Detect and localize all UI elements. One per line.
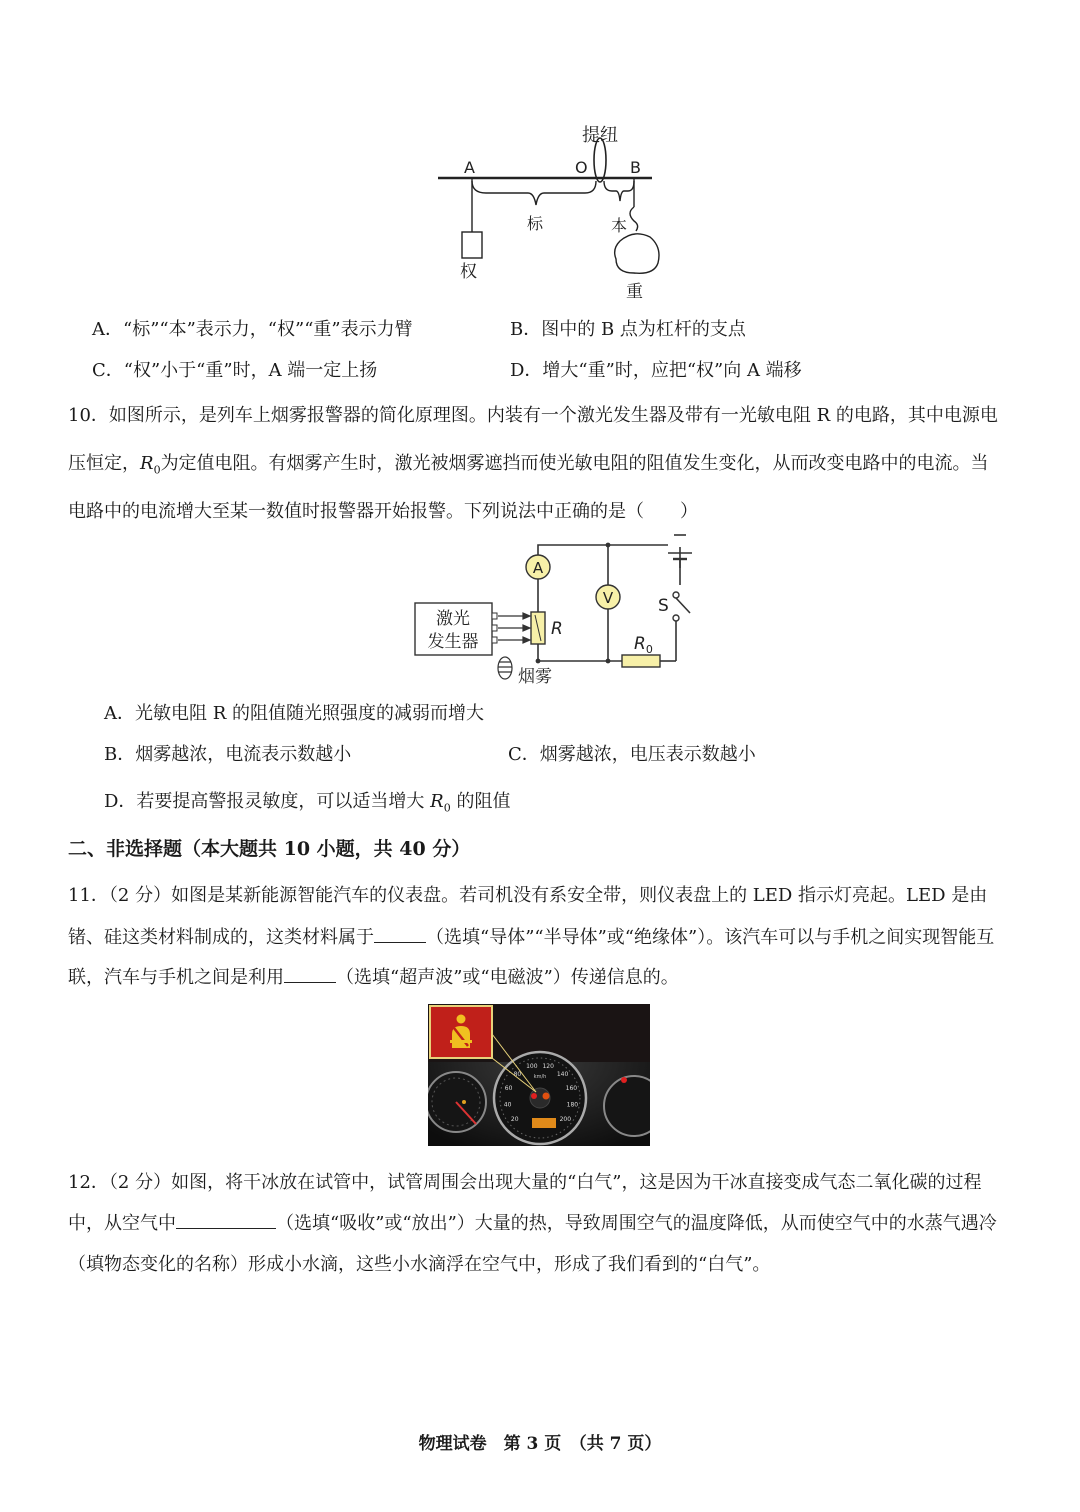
switch-label: S	[658, 596, 669, 616]
speed-tick-60: 60	[504, 1084, 513, 1092]
right-warning-light	[621, 1077, 627, 1083]
q10-line2	[68, 449, 989, 477]
q12-line2	[68, 1209, 997, 1235]
q11-line1: 11．（2 分）如图是某新能源智能汽车的仪表盘。若司机没有系安全带，则仪表盘上的 LED 指示灯亮起。LED 是由	[68, 885, 988, 906]
emitter-2	[492, 625, 497, 631]
q12-line2-a: 中，从空气中	[68, 1213, 176, 1234]
q11-line2	[68, 923, 994, 949]
q9-option-a: A．“标”“本”表示力，“权”“重”表示力臂	[92, 319, 413, 340]
q10-line2-b: 为定值电阻。有烟雾产生时，激光被烟雾遮挡而使光敏电阻的阻值发生变化，从而改变电路中的电流。当	[160, 453, 989, 474]
q9-option-b: B．图中的 B 点为杠杆的支点	[510, 319, 746, 340]
ammeter-label: A	[532, 559, 544, 577]
warning-light-red-1	[531, 1093, 537, 1099]
fixed-resistor-r0	[622, 655, 660, 667]
q11-line3-b: （选填“超声波”或“电磁波”）传递信息的。	[336, 967, 679, 988]
dashboard-photo	[428, 1004, 650, 1146]
label-zhong: 重	[626, 282, 643, 302]
speed-tick-80: 80	[513, 1071, 522, 1078]
q11-line3-a: 联，汽车与手机之间是利用	[68, 967, 284, 988]
brace-ben	[604, 181, 634, 201]
q10-option-d	[104, 791, 510, 820]
q12-line1: 12．（2 分）如图，将干冰放在试管中，试管周围会出现大量的“白气”，这是因为干冰直接变成气态二氧化碳的过程	[68, 1172, 982, 1193]
left-warning-light	[462, 1100, 466, 1104]
warning-light-red-2	[543, 1093, 550, 1100]
speed-tick-180: 180	[566, 1101, 579, 1109]
q11-blank-1[interactable]	[374, 928, 426, 943]
brace-biao	[472, 181, 596, 205]
quan-weight	[462, 232, 482, 258]
label-quan: 权	[460, 262, 477, 282]
speed-tick-160: 160	[565, 1084, 578, 1092]
label-biao: 标	[527, 214, 544, 233]
q12-blank-1[interactable]	[176, 1214, 276, 1229]
label-a: A	[464, 158, 475, 177]
q10-option-d-b: 的阻值	[450, 791, 511, 812]
q11-line3	[68, 963, 679, 989]
odometer-display	[532, 1118, 556, 1128]
emitter-3	[492, 637, 497, 643]
circuit-diagram	[410, 525, 710, 695]
speed-tick-100: 100	[526, 1063, 538, 1070]
label-o: O	[575, 158, 588, 177]
voltmeter-label: V	[602, 589, 614, 607]
q9-option-d: D．增大“重”时，应把“权”向 A 端移	[510, 360, 802, 381]
laser-label-1: 激光	[436, 609, 470, 629]
speed-tick-120: 120	[542, 1063, 554, 1070]
q12-line2-b: （选填“吸收”或“放出”）大量的热，导致周围空气的温度降低，从而使空气中的水蒸气遇冷	[276, 1213, 997, 1234]
q10-option-d-a: D．若要提高警报灵敏度，可以适当增大	[104, 791, 431, 812]
laser-arrows	[498, 613, 530, 643]
switch-blade	[676, 598, 690, 613]
switch-contact-bottom	[673, 615, 679, 621]
q10-option-a: A．光敏电阻 R 的阻值随光照强度的减弱而增大	[104, 703, 484, 724]
emitter-1	[492, 613, 497, 619]
q10-option-d-sub: 0	[443, 801, 451, 815]
q9-option-c: C．“权”小于“重”时，A 端一定上扬	[92, 360, 378, 381]
q10-option-c: C．烟雾越浓，电压表示数越小	[508, 744, 756, 765]
label-b: B	[630, 158, 641, 177]
q12-line3: （填物态变化的名称）形成小水滴，这些小水滴浮在空气中，形成了我们看到的“白气”。	[68, 1254, 771, 1275]
smoke-icon	[498, 657, 512, 679]
photoresistor-label: R	[551, 619, 563, 639]
q10-line2-a: 压恒定，	[68, 453, 140, 474]
section2-title: 二、非选择题（本大题共 10 小题，共 40 分）	[68, 838, 471, 860]
zhong-stone	[615, 234, 659, 273]
q11-line2-b: （选填“导体”“半导体”或“绝缘体”）。该汽车可以与手机之间实现智能互	[426, 927, 995, 948]
q10-r0-sub: 0	[153, 463, 161, 477]
lever-figure	[420, 115, 670, 310]
speed-tick-200: 200	[559, 1116, 572, 1124]
q10-option-b: B．烟雾越浓，电流表示数越小	[104, 744, 352, 765]
r0-label: $R_0$	[634, 634, 653, 656]
speed-tick-140: 140	[556, 1071, 569, 1078]
speed-tick-20: 20	[510, 1116, 519, 1124]
junction-top	[606, 543, 611, 548]
smoke-label: 烟雾	[518, 667, 552, 687]
hook	[630, 207, 638, 231]
q11-line2-a: 锗、硅这类材料制成的，这类材料属于	[68, 927, 374, 948]
q11-blank-2[interactable]	[284, 968, 336, 983]
q10-r0: R	[140, 453, 154, 474]
label-ben: 本	[611, 216, 628, 235]
speed-tick-40: 40	[503, 1101, 512, 1109]
junction-mid	[606, 659, 611, 664]
page-footer: 物理试卷 第 3 页 （共 7 页）	[418, 1434, 662, 1454]
laser-label-2: 发生器	[427, 632, 479, 652]
label-tiniu: 提纽	[582, 125, 618, 146]
switch-contact-top	[673, 592, 679, 598]
junction-left	[536, 659, 541, 664]
q10-line1: 10．如图所示，是列车上烟雾报警器的简化原理图。内装有一个激光发生器及带有一光敏电阻 R 的电路，其中电源电	[68, 405, 998, 426]
speed-unit: km/h	[533, 1074, 547, 1080]
q10-option-d-r: R	[430, 791, 444, 812]
q10-line3: 电路中的电流增大至某一数值时报警器开始报警。下列说法中正确的是（ ）	[68, 501, 698, 522]
